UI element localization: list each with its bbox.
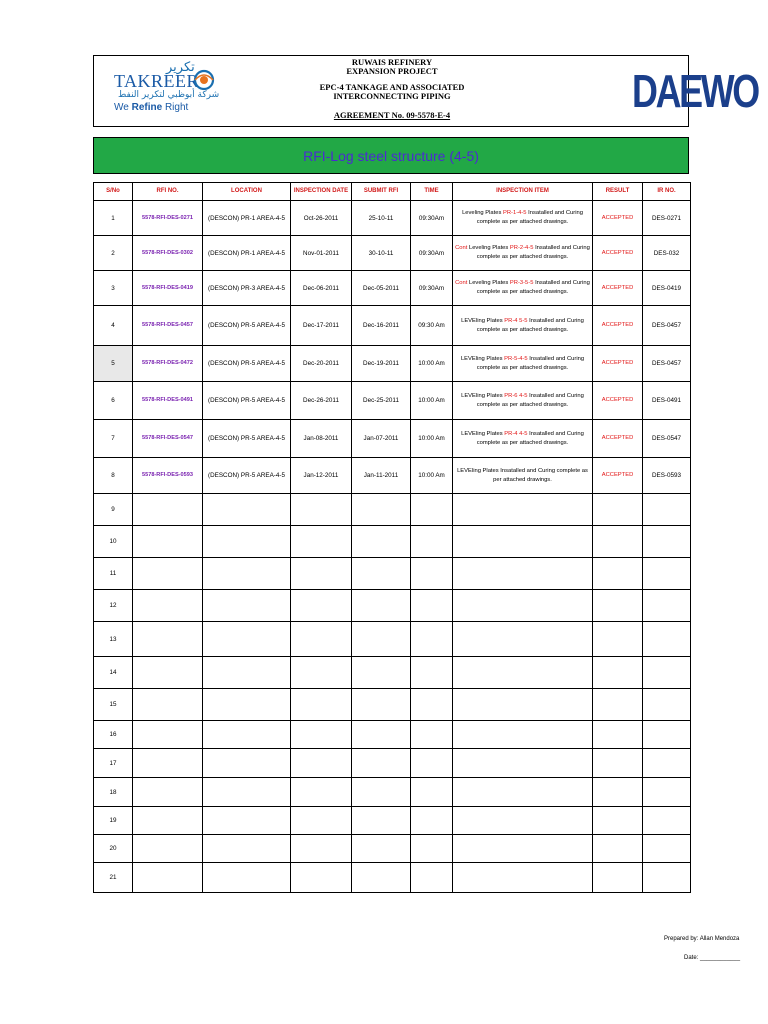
cell-empty: [291, 526, 352, 558]
cell-rfi-no: 5578-RFI-DES-0547: [133, 420, 203, 458]
cell-sno: 4: [94, 306, 133, 346]
cell-inspection-item: [453, 201, 593, 236]
cell-empty: [453, 749, 593, 778]
cell-inspection-item: [453, 420, 593, 458]
cell-empty: [291, 558, 352, 590]
cell-empty: [133, 835, 203, 863]
table-header-row: [94, 183, 691, 201]
cell-inspection-item: [453, 458, 593, 494]
cell-inspection-item: [453, 382, 593, 420]
cell-empty: [203, 863, 291, 893]
cell-empty: [203, 807, 291, 835]
table-row-empty: [94, 749, 691, 778]
cell-empty: [593, 622, 643, 657]
cell-result: ACCEPTED: [593, 271, 643, 306]
cell-empty: [593, 749, 643, 778]
cell-empty: [593, 657, 643, 689]
cell-location: (DESCON) PR-5 AREA-4-5: [203, 306, 291, 346]
item-text-b: Insatalled and Curing complete as per attached drawings.: [476, 392, 584, 408]
cell-inspection-date: Oct-26-2011: [291, 201, 352, 236]
cell-empty: [643, 558, 691, 590]
item-text-a: LEVEling Plates: [460, 355, 505, 362]
cell-submit-rfi: Jan-11-2011: [352, 458, 411, 494]
table-row: [94, 346, 691, 382]
cell-empty: [643, 590, 691, 622]
cell-submit-rfi: Dec-16-2011: [352, 306, 411, 346]
cell-empty: [133, 558, 203, 590]
cell-time: 09:30 Am: [411, 306, 453, 346]
cell-empty: [203, 558, 291, 590]
cell-empty: [352, 558, 411, 590]
cell-inspection-item: [453, 346, 593, 382]
cell-inspection-date: Dec-26-2011: [291, 382, 352, 420]
cell-sno: 3: [94, 271, 133, 306]
cell-empty: [411, 863, 453, 893]
item-text-a: LEVEling Plates: [461, 317, 505, 324]
col-header-time: TIME: [411, 183, 453, 201]
item-text-b: Insatalled and Curing complete as per attached drawings.: [476, 210, 583, 225]
cell-time: 10:00 Am: [411, 346, 453, 382]
cell-empty: [643, 526, 691, 558]
cell-rfi-no: 5578-RFI-DES-0593: [133, 458, 203, 494]
cell-ir-no: DES-0419: [643, 271, 691, 306]
cell-empty: [643, 657, 691, 689]
cell-sno: 5: [94, 346, 133, 382]
item-plate-ref: PR-4 5-5: [504, 317, 528, 324]
col-header-inspection-date: INSPECTION DATE: [291, 183, 352, 201]
cell-empty: [203, 657, 291, 689]
cell-ir-no: DES-0457: [643, 306, 691, 346]
table-row-empty: [94, 835, 691, 863]
cell-sno: 6: [94, 382, 133, 420]
col-header-result: RESULT: [593, 183, 643, 201]
cell-sno: 13: [94, 622, 133, 657]
cell-empty: [291, 778, 352, 807]
log-title-bar: [93, 137, 689, 174]
cell-result: ACCEPTED: [593, 458, 643, 494]
table-row-empty: [94, 721, 691, 749]
cell-empty: [352, 749, 411, 778]
cell-empty: [411, 689, 453, 721]
cell-empty: [643, 863, 691, 893]
cell-sno: 14: [94, 657, 133, 689]
cell-empty: [593, 778, 643, 807]
cell-rfi-no: 5578-RFI-DES-0419: [133, 271, 203, 306]
cell-inspection-date: Jan-08-2011: [291, 420, 352, 458]
cell-location: (DESCON) PR-5 AREA-4-5: [203, 458, 291, 494]
cell-empty: [203, 721, 291, 749]
item-text-a: Leveling Plates: [467, 280, 510, 286]
cell-empty: [643, 721, 691, 749]
cell-time: 09:30Am: [411, 201, 453, 236]
cell-result: ACCEPTED: [593, 201, 643, 236]
cell-empty: [291, 689, 352, 721]
cell-result: ACCEPTED: [593, 420, 643, 458]
cell-rfi-no: 5578-RFI-DES-0472: [133, 346, 203, 382]
cell-empty: [411, 657, 453, 689]
table-row: [94, 201, 691, 236]
cell-empty: [453, 558, 593, 590]
cell-time: 10:00 Am: [411, 420, 453, 458]
col-header-ir-no: IR NO.: [643, 183, 691, 201]
table-row: [94, 236, 691, 271]
cell-empty: [133, 590, 203, 622]
table-row: [94, 382, 691, 420]
cell-empty: [411, 778, 453, 807]
logo-tagline: We Refine Right: [114, 102, 189, 113]
table-row-empty: [94, 778, 691, 807]
cell-time: 09:30Am: [411, 236, 453, 271]
item-text-b: Insatalled and Curing complete as per attached drawings.: [476, 245, 590, 260]
cell-empty: [453, 526, 593, 558]
cell-empty: [643, 807, 691, 835]
cell-empty: [203, 778, 291, 807]
cell-sno: 19: [94, 807, 133, 835]
cell-empty: [411, 558, 453, 590]
cell-sno: 10: [94, 526, 133, 558]
table-row-empty: [94, 558, 691, 590]
cell-empty: [291, 835, 352, 863]
cell-empty: [203, 835, 291, 863]
cell-empty: [411, 590, 453, 622]
cell-ir-no: DES-0457: [643, 346, 691, 382]
cell-ir-no: DES-0271: [643, 201, 691, 236]
cell-empty: [352, 622, 411, 657]
logo-arabic-name: تكرير: [166, 60, 195, 75]
item-text-a: LEVEling Plates Insatalled and Curing complete as per attached drawings.: [457, 467, 588, 483]
cell-empty: [411, 721, 453, 749]
cell-ir-no: DES-0593: [643, 458, 691, 494]
cell-submit-rfi: Dec-05-2011: [352, 271, 411, 306]
cell-empty: [291, 657, 352, 689]
cell-result: ACCEPTED: [593, 346, 643, 382]
cell-empty: [593, 835, 643, 863]
cell-empty: [291, 622, 352, 657]
cell-sno: 8: [94, 458, 133, 494]
cell-empty: [352, 807, 411, 835]
cell-empty: [411, 494, 453, 526]
cell-empty: [291, 863, 352, 893]
item-text-a: Leveling Plates: [467, 245, 510, 251]
cell-submit-rfi: Dec-25-2011: [352, 382, 411, 420]
cell-empty: [453, 590, 593, 622]
date-field: Date: ____________: [684, 955, 741, 961]
cell-rfi-no: 5578-RFI-DES-0271: [133, 201, 203, 236]
cell-empty: [133, 721, 203, 749]
table-row-empty: [94, 590, 691, 622]
cell-empty: [352, 689, 411, 721]
item-text-a: Leveling Plates: [462, 210, 503, 216]
cell-empty: [453, 721, 593, 749]
cell-empty: [203, 590, 291, 622]
cell-empty: [593, 590, 643, 622]
cell-empty: [203, 622, 291, 657]
cell-empty: [643, 778, 691, 807]
cell-empty: [593, 689, 643, 721]
item-text-a: LEVEling Plates: [461, 430, 505, 437]
cell-time: 10:00 Am: [411, 458, 453, 494]
cell-ir-no: DES-0491: [643, 382, 691, 420]
cell-submit-rfi: Dec-19-2011: [352, 346, 411, 382]
item-text-b: Insatalled and Curing complete as per attached drawings.: [476, 280, 590, 295]
cell-location: (DESCON) PR-3 AREA-4-5: [203, 271, 291, 306]
table-row-empty: [94, 689, 691, 721]
cell-inspection-date: Dec-17-2011: [291, 306, 352, 346]
cell-empty: [643, 689, 691, 721]
cell-empty: [291, 494, 352, 526]
cell-location: (DESCON) PR-5 AREA-4-5: [203, 382, 291, 420]
cell-rfi-no: 5578-RFI-DES-0302: [133, 236, 203, 271]
cell-sno: 17: [94, 749, 133, 778]
cell-submit-rfi: 30-10-11: [352, 236, 411, 271]
cell-empty: [291, 590, 352, 622]
cell-empty: [453, 778, 593, 807]
col-header-sno: S/No: [94, 183, 133, 201]
cell-sno: 1: [94, 201, 133, 236]
cell-empty: [411, 526, 453, 558]
cell-empty: [352, 721, 411, 749]
cell-empty: [453, 494, 593, 526]
cell-location: (DESCON) PR-1 AREA-4-5: [203, 236, 291, 271]
cell-empty: [352, 835, 411, 863]
cell-empty: [133, 657, 203, 689]
cell-result: ACCEPTED: [593, 382, 643, 420]
cell-result: ACCEPTED: [593, 306, 643, 346]
item-text-b: Insatalled and Curing complete as per attached drawings.: [476, 430, 584, 446]
project-title: RUWAIS REFINERY EXPANSION PROJECT EPC-4 TANKAGE AND ASSOCIATED INTERCONNECTING PIPING AGREEMENT No. 09-5578-E-4: [94, 58, 690, 120]
rfi-log-table: [93, 182, 691, 893]
cell-empty: [453, 835, 593, 863]
cell-empty: [352, 494, 411, 526]
cell-sno: 20: [94, 835, 133, 863]
cell-empty: [352, 657, 411, 689]
item-prefix: Cont: [455, 245, 468, 251]
cell-inspection-item: [453, 236, 593, 271]
cell-empty: [133, 526, 203, 558]
cell-location: (DESCON) PR-5 AREA-4-5: [203, 346, 291, 382]
cell-inspection-date: Dec-06-2011: [291, 271, 352, 306]
cell-empty: [643, 622, 691, 657]
cell-sno: 7: [94, 420, 133, 458]
cell-inspection-date: Dec-20-2011: [291, 346, 352, 382]
table-row-empty: [94, 526, 691, 558]
cell-empty: [411, 807, 453, 835]
item-plate-ref: PR-3-5-5: [509, 280, 534, 286]
col-header-inspection-item: INSPECTION ITEM: [453, 183, 593, 201]
cell-empty: [453, 863, 593, 893]
cell-empty: [291, 807, 352, 835]
cell-inspection-date: Jan-12-2011: [291, 458, 352, 494]
cell-ir-no: DES-0547: [643, 420, 691, 458]
table-row-empty: [94, 657, 691, 689]
cell-inspection-date: Nov-01-2011: [291, 236, 352, 271]
cell-empty: [643, 835, 691, 863]
cell-empty: [453, 689, 593, 721]
cell-time: 10:00 Am: [411, 382, 453, 420]
table-row: [94, 306, 691, 346]
cell-empty: [133, 807, 203, 835]
cell-empty: [593, 807, 643, 835]
item-prefix: Cont: [455, 280, 468, 286]
agreement-number: AGREEMENT No. 09-5578-E-4: [333, 110, 451, 120]
cell-empty: [352, 863, 411, 893]
cell-empty: [133, 689, 203, 721]
cell-sno: 2: [94, 236, 133, 271]
table-row: [94, 271, 691, 306]
cell-submit-rfi: Jan-07-2011: [352, 420, 411, 458]
cell-sno: 15: [94, 689, 133, 721]
cell-empty: [133, 778, 203, 807]
logo-wordmark: TAKREER: [114, 71, 200, 91]
cell-empty: [203, 689, 291, 721]
cell-rfi-no: 5578-RFI-DES-0491: [133, 382, 203, 420]
cell-empty: [133, 494, 203, 526]
cell-empty: [291, 749, 352, 778]
log-title: RFI-Log steel structure (4-5): [303, 147, 479, 164]
table-row-empty: [94, 807, 691, 835]
cell-empty: [133, 622, 203, 657]
table-row-empty: [94, 863, 691, 893]
table-row: [94, 458, 691, 494]
cell-empty: [203, 494, 291, 526]
cell-sno: 16: [94, 721, 133, 749]
cell-empty: [453, 657, 593, 689]
item-text-a: LEVEling Plates: [461, 392, 505, 399]
cell-empty: [643, 749, 691, 778]
cell-empty: [593, 863, 643, 893]
cell-inspection-item: [453, 271, 593, 306]
cell-location: (DESCON) PR-5 AREA-4-5: [203, 420, 291, 458]
cell-result: ACCEPTED: [593, 236, 643, 271]
cell-ir-no: DES-032: [643, 236, 691, 271]
cell-empty: [411, 835, 453, 863]
cell-rfi-no: 5578-RFI-DES-0457: [133, 306, 203, 346]
cell-sno: 21: [94, 863, 133, 893]
cell-inspection-item: [453, 306, 593, 346]
cell-empty: [203, 749, 291, 778]
table-row: [94, 420, 691, 458]
cell-sno: 9: [94, 494, 133, 526]
cell-empty: [203, 526, 291, 558]
cell-empty: [643, 494, 691, 526]
cell-submit-rfi: 25-10-11: [352, 201, 411, 236]
cell-location: (DESCON) PR-1 AREA-4-5: [203, 201, 291, 236]
col-header-rfi-no: RFI NO.: [133, 183, 203, 201]
cell-sno: 11: [94, 558, 133, 590]
logo-arabic-subtitle: شركة أبوظبي لتكرير النفط: [118, 90, 220, 100]
item-plate-ref: PR-6 4-5: [504, 392, 528, 399]
cell-empty: [453, 807, 593, 835]
item-text-b: Insatalled and Curing complete as per attached drawings.: [476, 317, 584, 333]
cell-empty: [352, 526, 411, 558]
cell-empty: [291, 721, 352, 749]
cell-sno: 18: [94, 778, 133, 807]
cell-empty: [133, 749, 203, 778]
cell-empty: [593, 494, 643, 526]
document-header: [93, 55, 758, 127]
cell-empty: [352, 778, 411, 807]
col-header-submit-rfi: SUBMIT RFI: [352, 183, 411, 201]
cell-empty: [411, 622, 453, 657]
prepared-by: Prepared by: Allan Mendoza: [664, 936, 740, 942]
cell-empty: [453, 622, 593, 657]
cell-empty: [352, 590, 411, 622]
cell-empty: [593, 558, 643, 590]
col-header-location: LOCATION: [203, 183, 291, 201]
item-plate-ref: PR-1-4-5: [503, 210, 527, 216]
item-plate-ref: PR-5-4-5: [504, 355, 528, 362]
daewoo-logo: DAEWO: [632, 65, 758, 117]
cell-empty: [593, 526, 643, 558]
item-text-b: Insatalled and Curing complete as per attached drawings.: [476, 355, 585, 371]
cell-sno: 12: [94, 590, 133, 622]
cell-empty: [411, 749, 453, 778]
table-row-empty: [94, 494, 691, 526]
cell-empty: [593, 721, 643, 749]
cell-empty: [133, 863, 203, 893]
cell-time: 09:30Am: [411, 271, 453, 306]
item-plate-ref: PR-2-4-5: [509, 245, 534, 251]
table-row-empty: [94, 622, 691, 657]
item-plate-ref: PR-4 4-5: [504, 430, 528, 437]
